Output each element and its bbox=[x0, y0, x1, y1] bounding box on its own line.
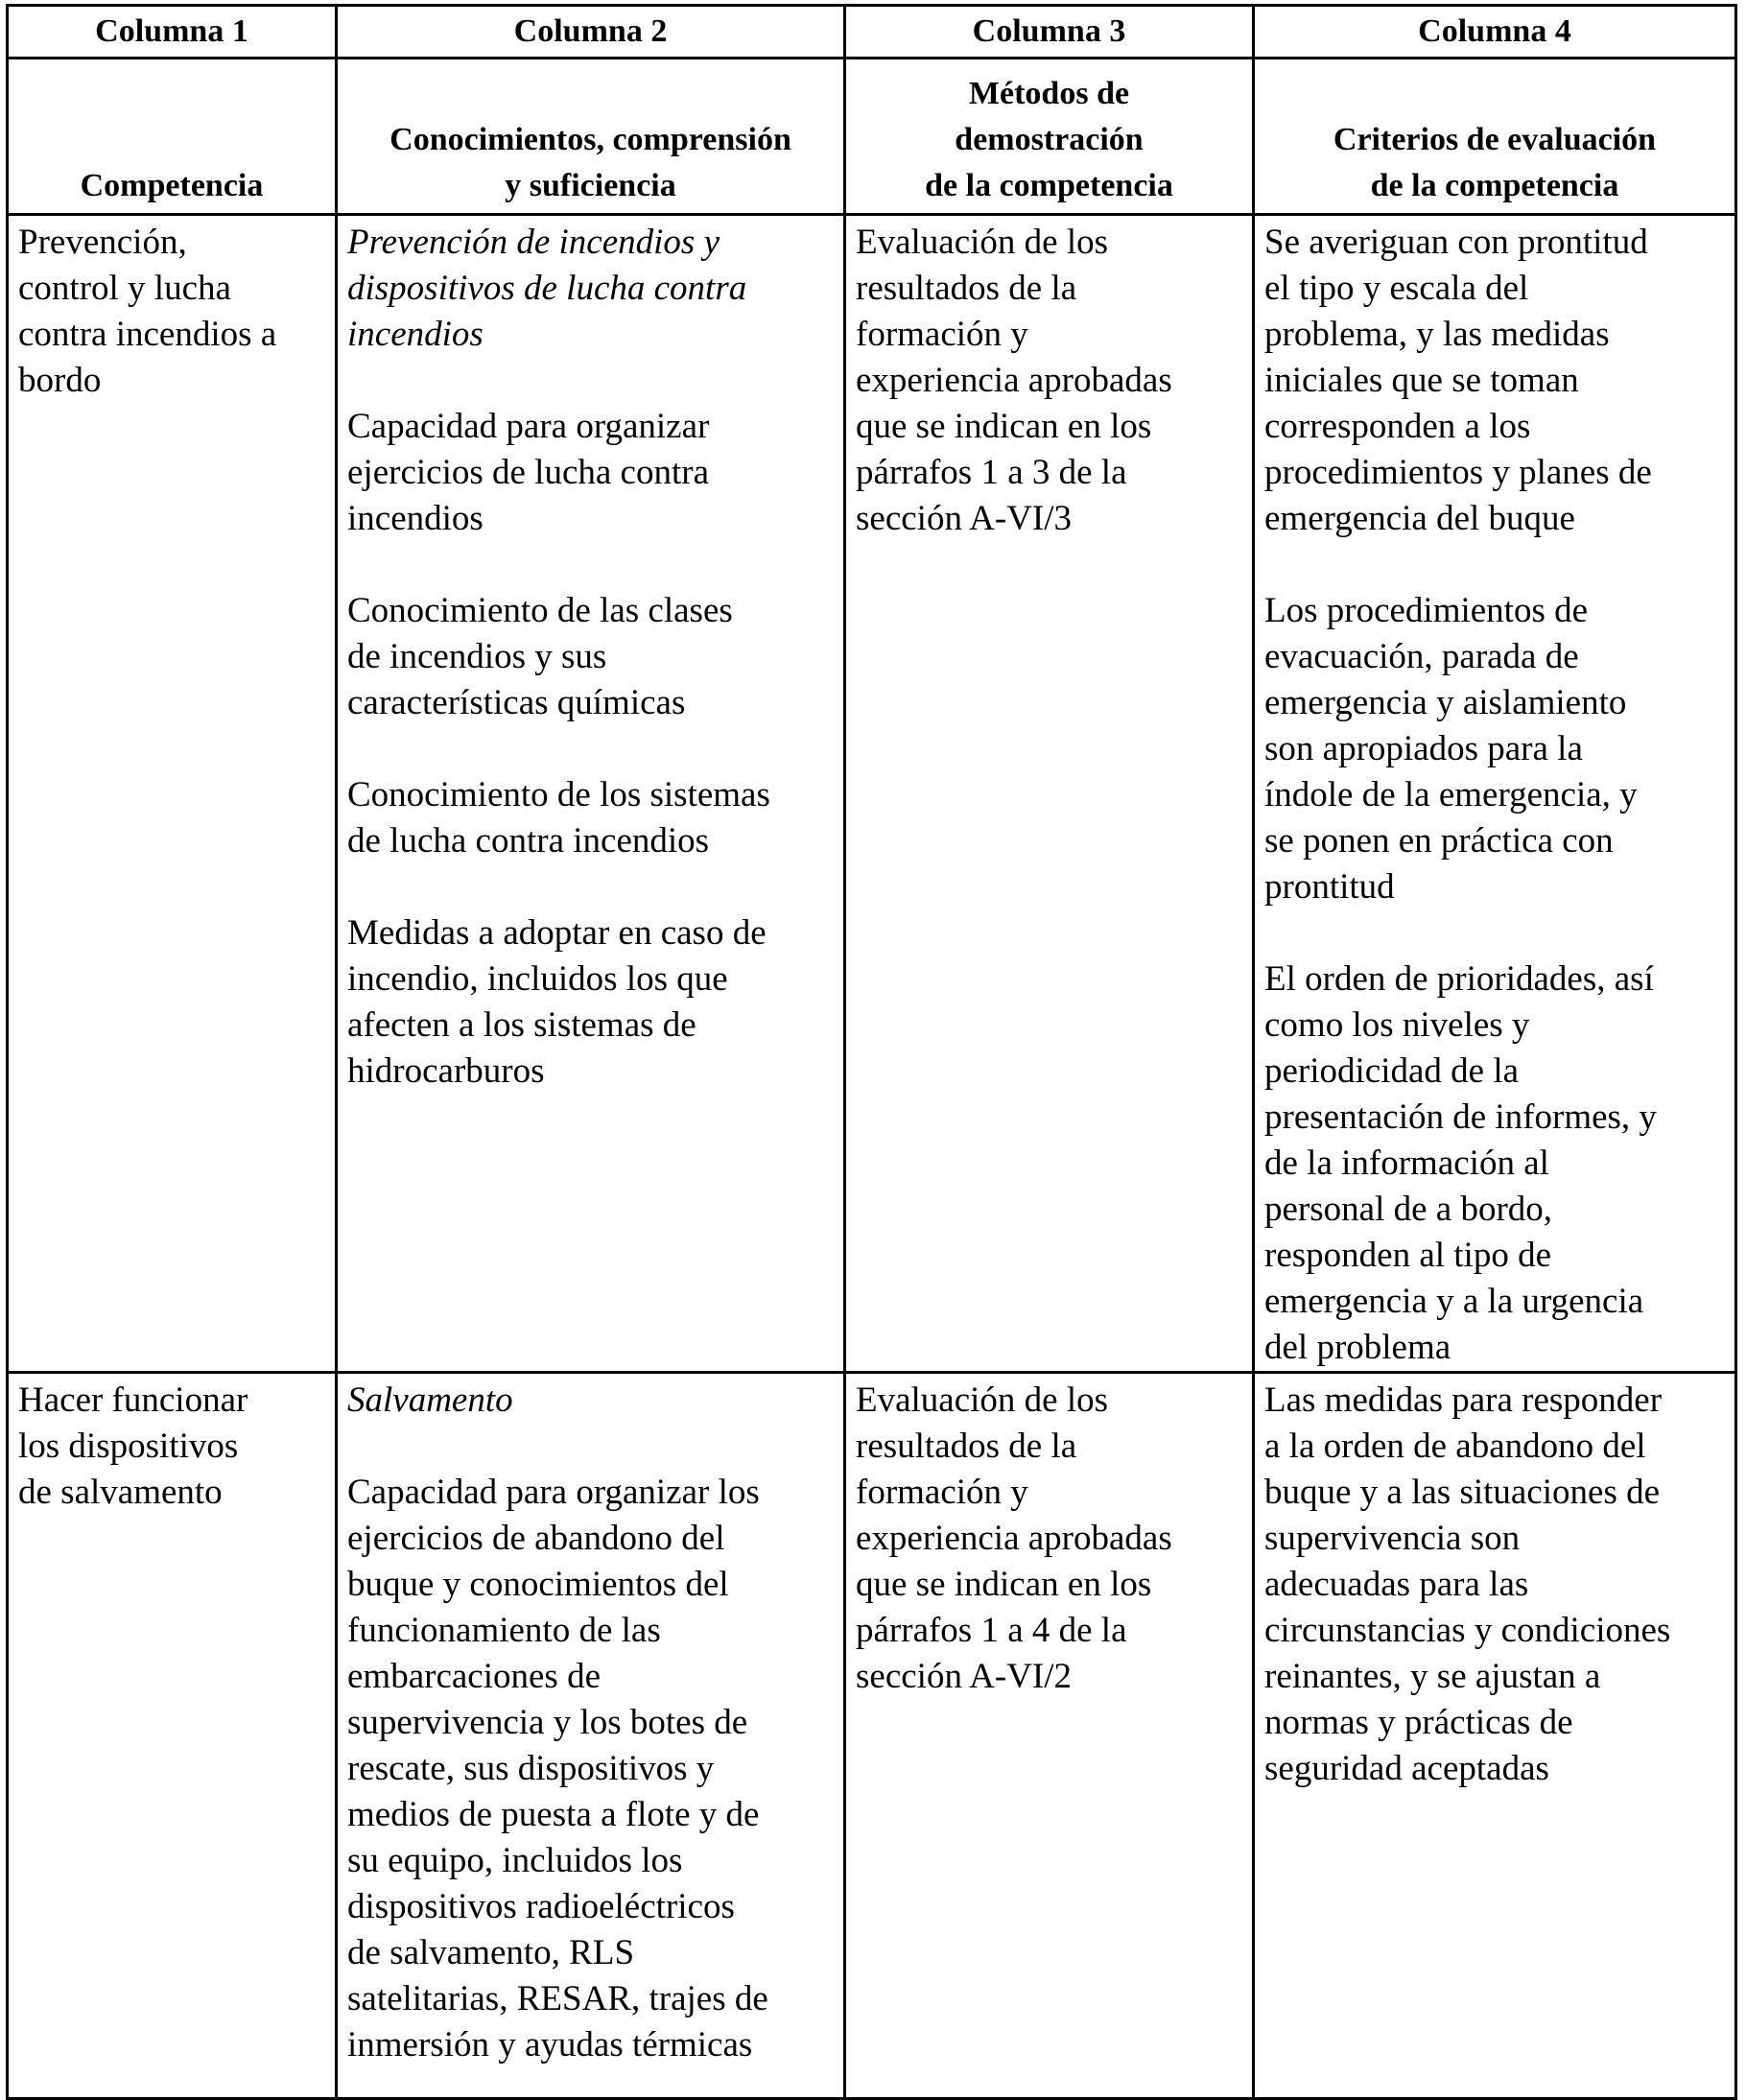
table-row-lifesaving bbox=[8, 1373, 1736, 2099]
column-number-1: Columna 1 bbox=[8, 6, 337, 59]
header-criterios: Criterios de evaluación de la competencia bbox=[1254, 59, 1736, 215]
metodos-text: Evaluación de los resultados de la formación y experiencia aprobadas que se indican en los párrafos 1 a 4 de la sección A-VI/2 bbox=[856, 1380, 1172, 1696]
header-competencia: Competencia bbox=[8, 59, 337, 215]
cell-competencia bbox=[8, 215, 337, 1373]
cell-criterios bbox=[1254, 1373, 1736, 2099]
header-conocimientos: Conocimientos, comprensión y suficiencia bbox=[337, 59, 845, 215]
conocimientos-item: Capacidad para organizar los ejercicios de abandono del buque y conocimientos del funcionamiento de las embarcaciones de supervivencia y los botes de rescate, sus dispositivos y medios de puesta a flote y de su equipo, incluidos los dispositivos radioeléctricos de salvamento, RLS satelitarias, RESAR, trajes de inmersión y ayudas térmicas bbox=[347, 1473, 768, 2065]
cell-conocimientos bbox=[337, 1373, 845, 2099]
metodos-text: Evaluación de los resultados de la formación y experiencia aprobadas que se indican en los párrafos 1 a 3 de la sección A-VI/3 bbox=[856, 223, 1172, 538]
cell-competencia bbox=[8, 1373, 337, 2099]
column-number-3: Columna 3 bbox=[845, 6, 1254, 59]
conocimientos-heading: Salvamento bbox=[347, 1380, 513, 1420]
competence-table bbox=[6, 4, 1737, 2100]
cell-conocimientos bbox=[337, 215, 845, 1373]
table-row-fire bbox=[8, 215, 1736, 1373]
criterios-item: El orden de prioridades, así como los niveles y periodicidad de la presentación de informes, y de la información al personal de a bordo, responden al tipo de emergencia y a la urgencia del problema bbox=[1264, 959, 1657, 1367]
criterios-item: Se averiguan con prontitud el tipo y escala del problema, y las medidas iniciales que se toman corresponden a los procedimientos y planes de emergencia del buque bbox=[1264, 223, 1652, 538]
conocimientos-item: Conocimiento de las clases de incendios y sus características químicas bbox=[347, 591, 733, 722]
conocimientos-item: Conocimiento de los sistemas de lucha contra incendios bbox=[347, 775, 770, 861]
column-number-4: Columna 4 bbox=[1254, 6, 1736, 59]
competencia-text: Prevención, control y lucha contra incendios a bordo bbox=[18, 223, 277, 400]
conocimientos-item: Capacidad para organizar ejercicios de lucha contra incendios bbox=[347, 407, 710, 538]
criterios-item: Las medidas para responder a la orden de abandono del buque y a las situaciones de supervivencia son adecuadas para las circunstancias y condiciones reinantes, y se ajustan a normas y prácticas de seguridad aceptadas bbox=[1264, 1380, 1671, 1788]
criterios-item: Los procedimientos de evacuación, parada de emergencia y aislamiento son apropiados para la índole de la emergencia, y se ponen en práctica con prontitud bbox=[1264, 591, 1638, 907]
conocimientos-heading: Prevención de incendios y dispositivos de lucha contra incendios bbox=[347, 223, 747, 354]
cell-metodos bbox=[845, 215, 1254, 1373]
header-metodos: Métodos de demostración de la competencia bbox=[845, 59, 1254, 215]
competencia-text: Hacer funcionar los dispositivos de salvamento bbox=[18, 1380, 248, 1512]
conocimientos-item: Medidas a adoptar en caso de incendio, incluidos los que afecten a los sistemas de hidrocarburos bbox=[347, 913, 767, 1091]
cell-metodos bbox=[845, 1373, 1254, 2099]
cell-criterios bbox=[1254, 215, 1736, 1373]
column-header-row bbox=[8, 59, 1736, 215]
column-number-2: Columna 2 bbox=[337, 6, 845, 59]
column-number-row bbox=[8, 6, 1736, 59]
